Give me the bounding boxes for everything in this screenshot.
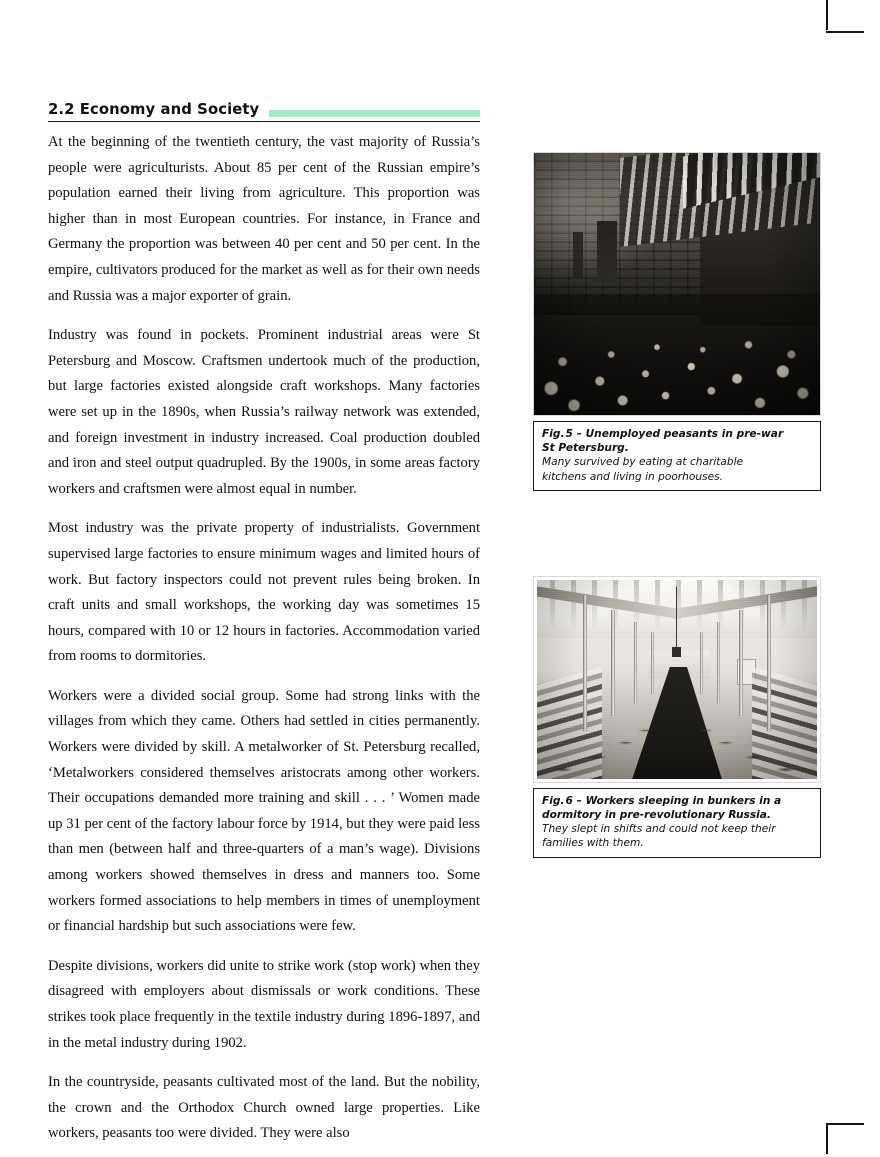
figure-6-caption-title-line2: dormitory in pre-revolutionary Russia. (542, 809, 771, 822)
figure-6-caption-desc-line1: They slept in shifts and could not keep their (542, 823, 776, 836)
figure-5 (533, 152, 784, 491)
photo-vignette (534, 153, 820, 415)
body-paragraph: Despite divisions, workers did unite to strike work (stop work) when they disagreed with employers about dismissals or work conditions. These strikes took place frequently in the textile industry during 1896-1897, and in the metal industry during 1902. (48, 957, 480, 1051)
crop-mark-vertical-tick (826, 0, 828, 30)
figure-6 (533, 576, 782, 858)
body-paragraph: Workers were a divided social group. Some had strong links with the villages from which they came. Others had settled in cities permanently. Workers were divided by skill. A metalworker of St. Petersburg recalled, ‘Metalworkers considered themselves aristocrats among other workers. Their occupations demanded more training and skill . . . ’ Women made up 31 per cent of the factory labour force by 1914, but they were paid less than men (between half and three-quarters of a man’s wage). Divisions among workers showed themselves in dress and manners too. Some workers formed associations to help members in times of unemployment or financial hardship but such associations were few. (48, 687, 480, 935)
figure-6-caption-desc-line2: families with them. (542, 837, 644, 850)
photo-vignette (534, 577, 820, 782)
figure-6-photograph (533, 576, 821, 783)
crop-mark-horizontal-tick (826, 1123, 864, 1125)
figure-5-caption-desc-line2: kitchens and living in poorhouses. (542, 470, 723, 483)
section-heading (48, 100, 480, 122)
crop-mark-vertical-tick (826, 1124, 828, 1154)
figure-5-caption-title-line1: Fig. 5 – Unemployed peasants in pre-war (542, 428, 784, 440)
body-paragraph: At the beginning of the twentieth century, the vast majority of Russia’s people were agriculturists. About 85 per cent of the Russian empire’s population earned their living from agriculture. This proportion was higher than in most European countries. For instance, in France and Germany the proportion was between 40 per cent and 50 per cent. In the empire, cultivators produced for the market as well as for their own needs and Russia was a major exporter of grain. (48, 134, 480, 304)
crop-mark-horizontal-tick (826, 31, 864, 33)
crop-mark-top-right (790, 0, 880, 46)
figure-6-caption (533, 788, 821, 858)
body-paragraph: Industry was found in pockets. Prominent industrial areas were St Petersburg and Moscow. Craftsmen undertook much of the production, but large factories existed alongside craft workshops. Many factories were set up in the 1890s, when Russia’s railway network was extended, and foreign investment in industry increased. Coal production doubled and iron and steel output quadrupled. By the 1900s, in some areas factory workers and craftsmen were almost equal in number. (48, 327, 480, 497)
body-paragraph: Most industry was the private property of industrialists. Government supervised large factories to ensure minimum wages and limited hours of work. But factory inspectors could not prevent rules being broken. In craft units and small workshops, the working day was sometimes 15 hours, compared with 10 or 12 hours in factories. Accommodation varied from rooms to dormitories. (48, 520, 480, 665)
figure-5-caption-title-line2: St Petersburg. (542, 442, 629, 455)
body-text-column (48, 130, 480, 1147)
figure-5-photograph (533, 152, 821, 416)
figure-gap (493, 507, 781, 560)
figure-5-caption-desc-line1: Many survived by eating at charitable (542, 456, 744, 469)
body-paragraph: In the countryside, peasants cultivated most of the land. But the nobility, the crown and the Orthodox Church owned large properties. Like workers, peasants too were divided. They were also (48, 1074, 480, 1142)
section-heading-accent-bar (269, 110, 480, 117)
figure-5-caption (533, 421, 821, 491)
section-heading-title: 2.2 Economy and Society (48, 101, 260, 119)
crop-mark-bottom-right (790, 1105, 880, 1157)
figure-6-caption-title-line1: Fig. 6 – Workers sleeping in bunkers in a (542, 794, 782, 807)
figure-column (493, 136, 784, 874)
